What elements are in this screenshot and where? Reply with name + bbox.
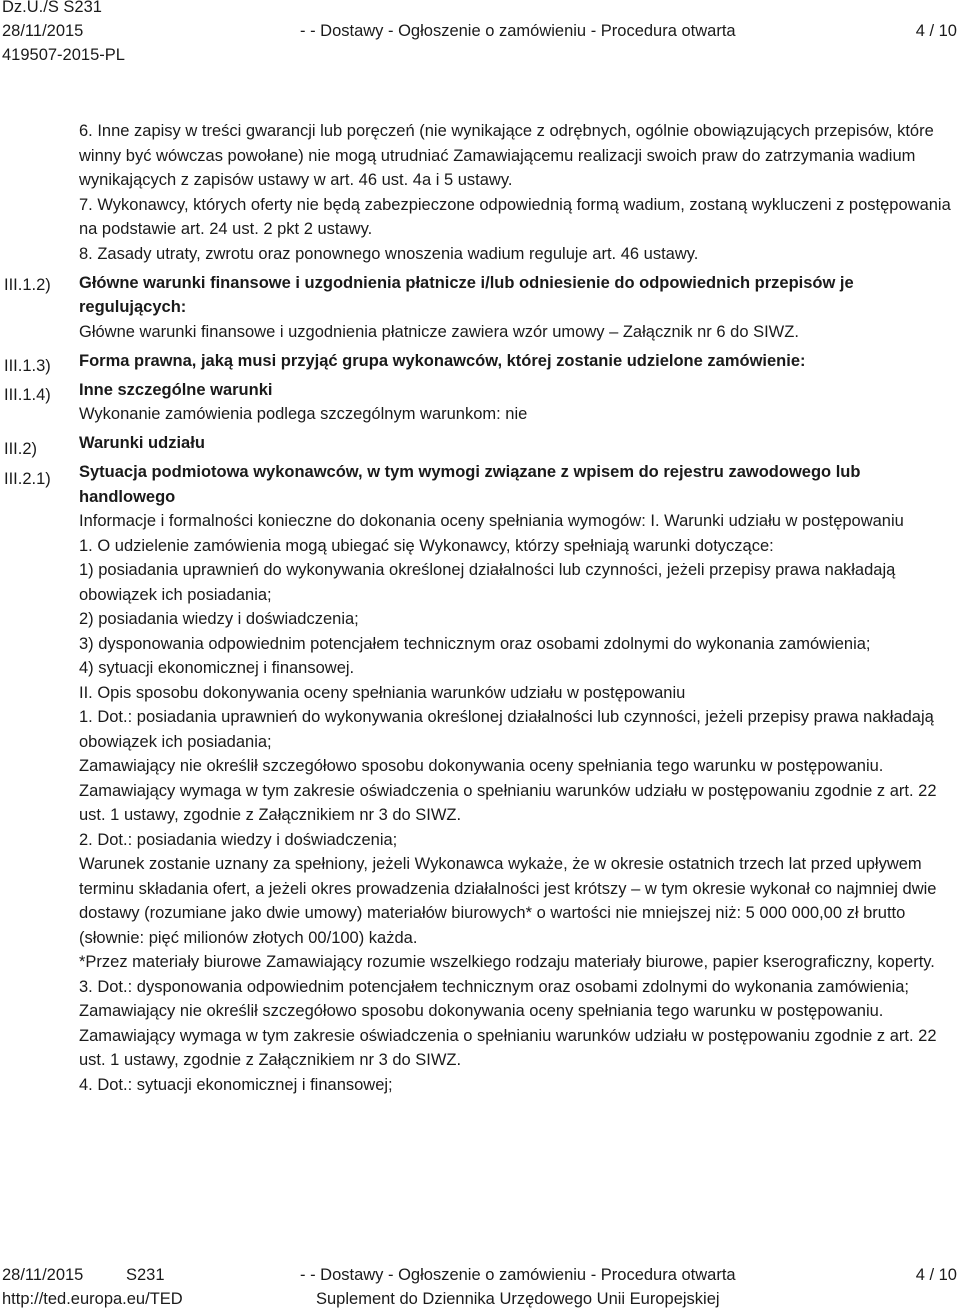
paragraph: 7. Wykonawcy, których oferty nie będą zabezpieczone odpowiednią formą wadium, zostaną wykluczeni z postępowania na podstawie art. 24 ust. 2 pkt 2 ustawy.: [79, 195, 951, 238]
paragraph: 3. Dot.: dysponowania odpowiednim potencjałem technicznym oraz osobami zdolnymi do wykonania zamówienia;: [79, 977, 910, 996]
paragraph: Zamawiający wymaga w tym zakresie oświadczenia o spełnianiu warunków udziału w postępowaniu zgodnie z art. 22 ust. 1 ustawy, zgodnie z Załącznikiem nr 3 do SIWZ.: [79, 1026, 937, 1069]
paragraph: *Przez materiały biurowe Zamawiający rozumie wszelkiego rodzaju materiały biurowe, papier kserograficzny, koperty.: [79, 953, 935, 971]
section-heading: Sytuacja podmiotowa wykonawców, w tym wymogi związane z wpisem do rejestru zawodowego lub handlowego: [79, 463, 861, 506]
paragraph: II. Opis sposobu dokonywania oceny spełniania warunków udziału w postępowaniu: [79, 683, 686, 702]
paragraph: 4) sytuacji ekonomicznej i finansowej.: [79, 659, 355, 677]
paragraph: Informacje i formalności konieczne do dokonania oceny spełniania wymogów: I. Warunki udziału w postępowaniu: [79, 512, 904, 530]
ted-link[interactable]: http://ted.europa.eu/TED: [2, 1290, 183, 1308]
header-page-number: 4 / 10: [915, 22, 957, 40]
paragraph: 1. O udzielenie zamówienia mogą ubiegać się Wykonawcy, którzy spełniają warunki dotyczące:: [79, 536, 774, 555]
paragraph: 1. Dot.: posiadania uprawnień do wykonywania określonej działalności lub czynności, jeżeli przepisy prawa nakładają obowiązek ich posiadania;: [79, 708, 934, 751]
paragraph: 2. Dot.: posiadania wiedzy i doświadczenia;: [79, 830, 398, 849]
footer-journal: S231: [126, 1266, 165, 1284]
section-heading: Inne szczególne warunki: [79, 380, 273, 399]
section-heading: Warunki udziału: [79, 434, 205, 452]
paragraph: Zamawiający nie określił szczegółowo sposobu dokonywania oceny spełniania tego warunku w postępowaniu.: [79, 1002, 884, 1020]
paragraph: Główne warunki finansowe i uzgodnienia płatnicze zawiera wzór umowy – Załącznik nr 6 do SIWZ.: [79, 322, 799, 341]
document-body: [79, 119, 959, 1097]
footer-date: 28/11/2015: [2, 1266, 84, 1284]
paragraph: Zamawiający nie określił szczegółowo sposobu dokonywania oceny spełniania tego warunku w postępowaniu.: [79, 757, 884, 775]
paragraph: 2) posiadania wiedzy i doświadczenia;: [79, 610, 359, 628]
header-date: 28/11/2015: [2, 22, 84, 40]
header-title: - - Dostawy - Ogłoszenie o zamówieniu - Procedura otwarta: [300, 22, 736, 40]
section-number: III.1.3): [4, 357, 51, 375]
paragraph: 4. Dot.: sytuacji ekonomicznej i finansowej;: [79, 1075, 393, 1094]
paragraph: 8. Zasady utraty, zwrotu oraz ponownego wnoszenia wadium reguluje art. 46 ustawy.: [79, 244, 699, 263]
section-number: III.1.2): [4, 276, 51, 294]
paragraph: 3) dysponowania odpowiednim potencjałem technicznym oraz osobami zdolnymi do wykonania zamówienia;: [79, 634, 871, 653]
section-heading: Główne warunki finansowe i uzgodnienia płatnicze i/lub odniesienie do odpowiednich przepisów je regulujących:: [79, 273, 854, 316]
footer-title: - - Dostawy - Ogłoszenie o zamówieniu - Procedura otwarta: [300, 1266, 736, 1284]
journal-ref: Dz.U./S S231: [2, 0, 102, 16]
section-number: III.2.1): [4, 470, 51, 488]
section-number: III.2): [4, 440, 38, 458]
section-number: III.1.4): [4, 386, 51, 404]
footer-page-number: 4 / 10: [915, 1266, 957, 1284]
supplement-title: Suplement do Dziennika Urzędowego Unii Europejskiej: [316, 1290, 720, 1308]
paragraph: 6. Inne zapisy w treści gwarancji lub poręczeń (nie wynikające z odrębnych, ogólnie obowiązujących przepisów, które winny być wówczas powołane) nie mogą utrudniać Zamawiającemu realizacji swoich praw do zatrzymania wadium wynikających z zapisów ustawy w art. 46 ust. 4a i 5 ustawy.: [79, 122, 934, 189]
paragraph: Wykonanie zamówienia podlega szczególnym warunkom: nie: [79, 405, 528, 423]
paragraph: Warunek zostanie uznany za spełniony, jeżeli Wykonawca wykaże, że w okresie ostatnich trzech lat przed upływem terminu składania ofert, a jeżeli okres prowadzenia działalności jest krótszy – w tym okresie wykonał co najmniej dwie dostawy (rozumiane jako dwie umowy) materiałów biurowych* o wartości nie mniejszej niż: 5 000 000,00 zł brutto (słownie: pięć milionów złotych 00/100) każda.: [79, 855, 937, 947]
section-heading: Forma prawna, jaką musi przyjąć grupa wykonawców, której zostanie udzielone zamówienie:: [79, 351, 806, 370]
paragraph: 1) posiadania uprawnień do wykonywania określonej działalności lub czynności, jeżeli przepisy prawa nakładają obowiązek ich posiadania;: [79, 561, 896, 604]
paragraph: Zamawiający wymaga w tym zakresie oświadczenia o spełnianiu warunków udziału w postępowaniu zgodnie z art. 22 ust. 1 ustawy, zgodnie z Załącznikiem nr 3 do SIWZ.: [79, 781, 937, 824]
notice-number: 419507-2015-PL: [2, 46, 125, 64]
